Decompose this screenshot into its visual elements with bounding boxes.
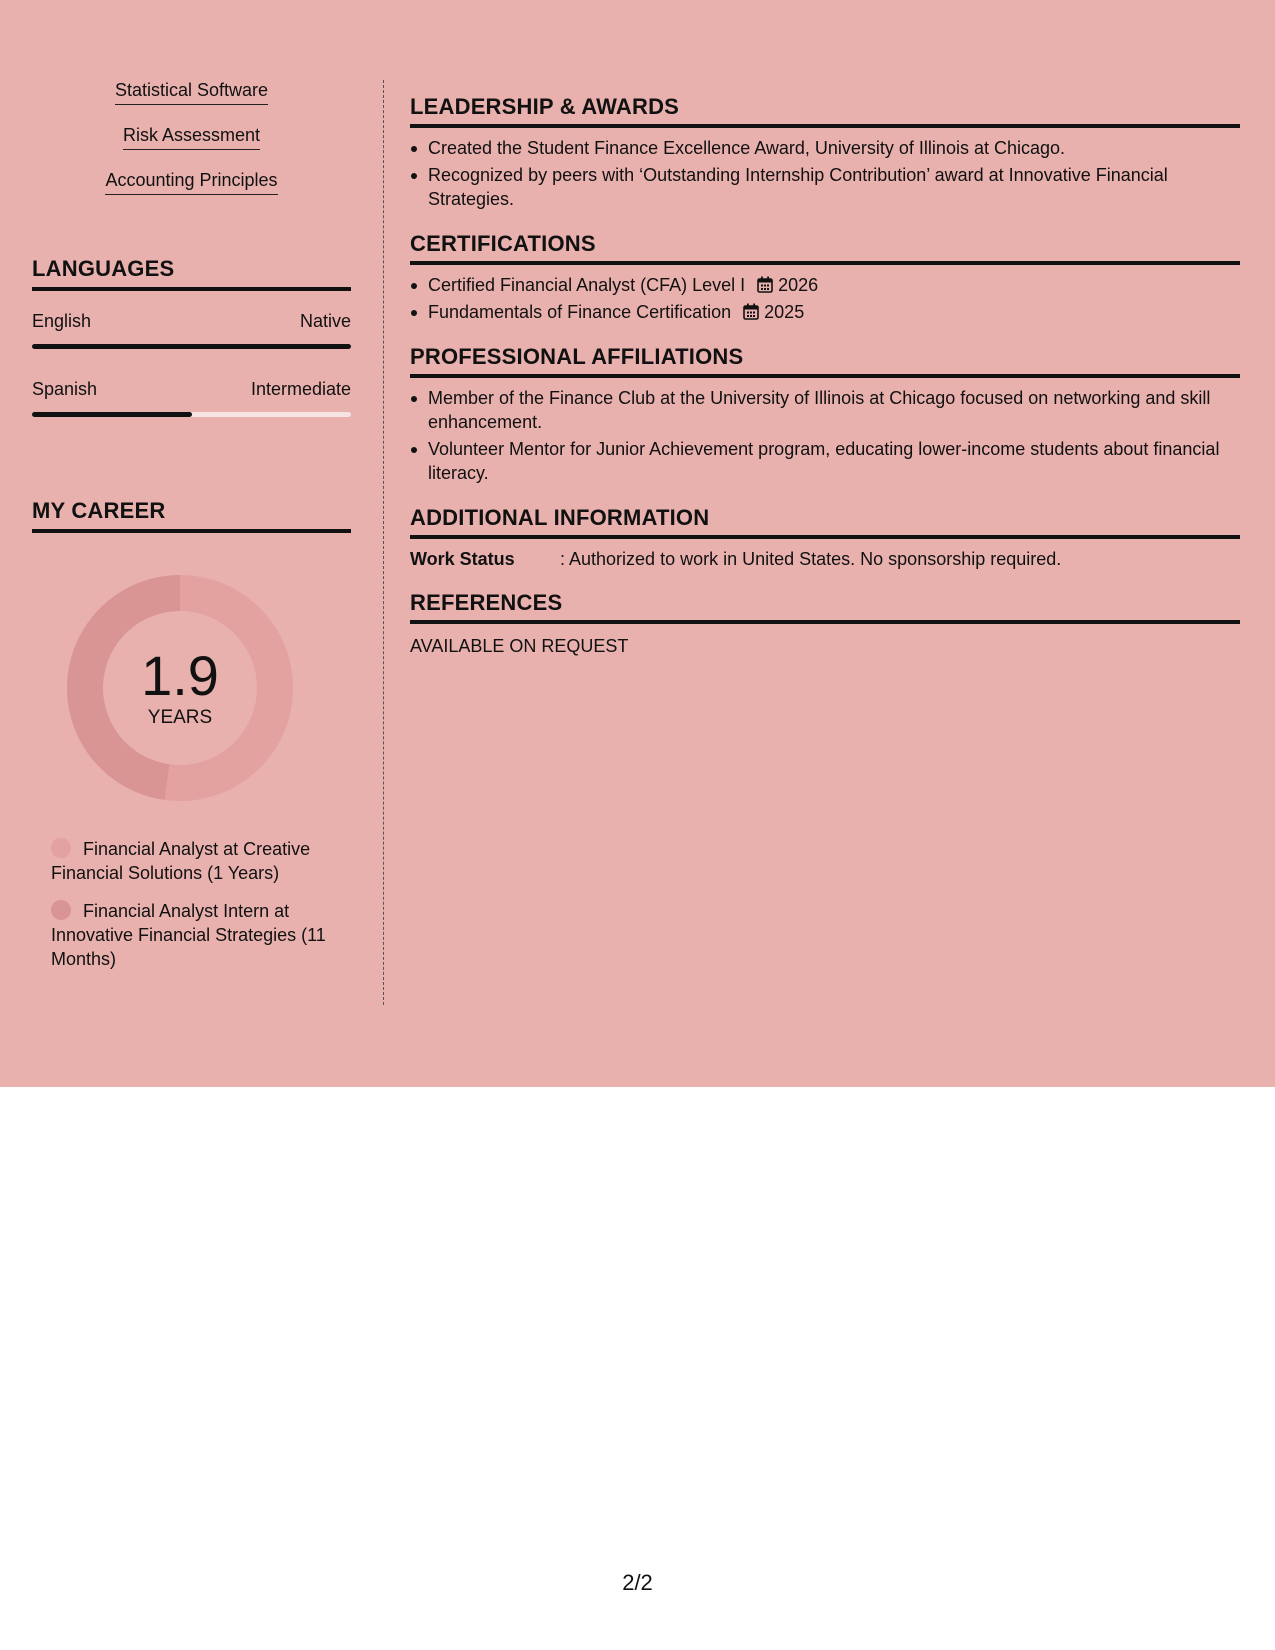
affiliations-section — [410, 344, 1240, 485]
leadership-heading: LEADERSHIP & AWARDS — [410, 94, 1240, 128]
certification-year: 2026 — [778, 275, 819, 295]
skill-tag: Risk Assessment — [123, 125, 260, 150]
references-text: AVAILABLE ON REQUEST — [410, 636, 629, 656]
career-donut-chart — [67, 575, 293, 801]
work-status-value: : Authorized to work in United States. No sponsorship required. — [560, 549, 1062, 569]
donut-center — [67, 575, 293, 801]
career-legend-item — [51, 899, 341, 971]
languages-section — [32, 256, 351, 417]
certification-item — [410, 273, 1240, 297]
calendar-icon — [743, 303, 759, 320]
page-number: 2/2 — [622, 1570, 653, 1595]
certification-year: 2025 — [764, 302, 805, 322]
language-name: Spanish — [32, 379, 98, 399]
language-proficiency-fill — [32, 344, 351, 349]
language-name: English — [32, 311, 92, 331]
references-heading: REFERENCES — [410, 590, 1240, 624]
language-item — [32, 379, 351, 417]
skill-tag: Accounting Principles — [105, 170, 277, 195]
certifications-section — [410, 231, 1240, 324]
leadership-item: Recognized by peers with ‘Outstanding Internship Contribution’ award at Innovative Financial Strategies. — [410, 163, 1240, 211]
legend-label: Financial Analyst at Creative Financial Solutions (1 Years) — [51, 839, 311, 883]
additional-info-section — [410, 505, 1240, 570]
language-proficiency-fill — [32, 412, 192, 417]
leadership-item: Created the Student Finance Excellence Award, University of Illinois at Chicago. — [410, 136, 1240, 160]
calendar-icon — [757, 276, 773, 293]
language-item — [32, 311, 351, 349]
affiliation-item: Volunteer Mentor for Junior Achievement program, educating lower-income students about financial literacy. — [410, 437, 1240, 485]
career-heading: MY CAREER — [32, 498, 351, 533]
legend-dot — [51, 838, 71, 858]
left-column — [32, 80, 351, 969]
legend-dot — [51, 900, 71, 920]
affiliation-item: Member of the Finance Club at the University of Illinois at Chicago focused on networking and skill enhancement. — [410, 386, 1240, 434]
career-total-value: 1.9 — [141, 644, 219, 707]
language-proficiency-bar — [32, 344, 351, 349]
certification-name: Certified Financial Analyst (CFA) Level I — [428, 275, 746, 295]
career-legend — [32, 837, 351, 971]
language-level: Intermediate — [250, 379, 351, 399]
language-proficiency-bar — [32, 412, 351, 417]
references-section — [410, 590, 1240, 657]
skill-tag: Statistical Software — [115, 80, 268, 105]
career-legend-item — [51, 837, 341, 885]
certification-name: Fundamentals of Finance Certification — [428, 302, 732, 322]
legend-label: Financial Analyst Intern at Innovative Financial Strategies (11 Months) — [51, 901, 326, 969]
column-divider — [383, 80, 384, 1005]
language-level: Native — [299, 311, 351, 331]
certifications-heading: CERTIFICATIONS — [410, 231, 1240, 265]
work-status-row — [410, 549, 1240, 570]
languages-heading: LANGUAGES — [32, 256, 351, 291]
certification-item — [410, 300, 1240, 324]
work-status-label: Work Status — [410, 549, 515, 569]
career-section — [32, 498, 351, 985]
career-total-unit: YEARS — [147, 707, 213, 728]
leadership-section — [410, 94, 1240, 211]
skills-list — [32, 80, 351, 215]
additional-info-heading: ADDITIONAL INFORMATION — [410, 505, 1240, 539]
affiliations-heading: PROFESSIONAL AFFILIATIONS — [410, 344, 1240, 378]
right-column — [410, 94, 1240, 677]
